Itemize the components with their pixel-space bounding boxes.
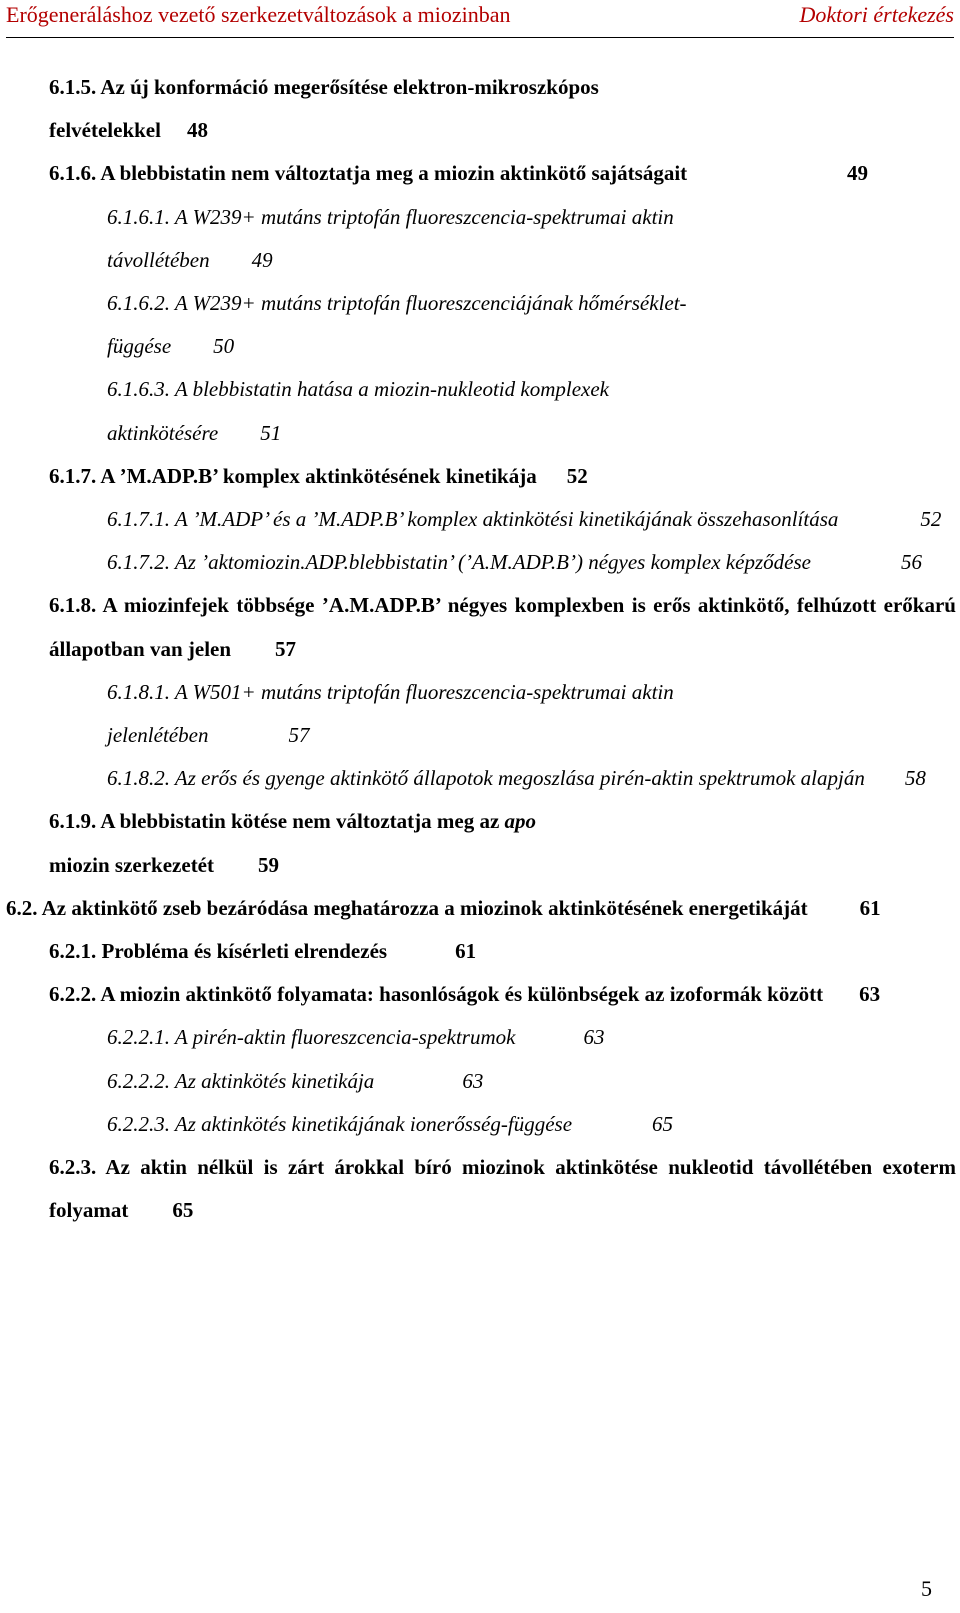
toc-entry-page: 51: [260, 420, 282, 445]
toc-entry[interactable]: [49, 1146, 956, 1232]
toc-entry-title: 6.1.6.3. A blebbistatin hatása a miozin-nukleotid komplexek aktinkötésére: [107, 377, 609, 445]
toc-entry-title: 6.1.7.2. Az ’aktomiozin.ADP.blebbistatin’ (’A.M.ADP.B’) négyes komplex képződése: [107, 550, 811, 575]
toc-entry-page: 61: [455, 939, 477, 964]
toc-entry-title: 6.2.2.3. Az aktinkötés kinetikájának ionerősség-függése: [107, 1111, 573, 1136]
header-document-title: Erőgeneráláshoz vezető szerkezetváltozások a miozinban: [6, 2, 511, 27]
toc-entry-page: 56: [900, 550, 922, 575]
toc-entry-page: 49: [251, 247, 273, 272]
toc-entry-title: 6.1.7.1. A ’M.ADP’ és a ’M.ADP.B’ komplex aktinkötési kinetikájának összehasonlítása: [107, 507, 839, 532]
toc-entry-page: 57: [275, 636, 297, 661]
toc-entry-page: 52: [920, 507, 942, 532]
toc-entry-page: 63: [859, 982, 881, 1007]
toc-entry[interactable]: [49, 455, 956, 498]
toc-entry-page: 49: [847, 161, 868, 186]
toc-entry-page: 59: [258, 852, 279, 877]
toc-entry-title: 6.2.2.2. Az aktinkötés kinetikája: [107, 1068, 375, 1093]
toc-entry-page: 48: [186, 118, 208, 143]
toc-entry[interactable]: [107, 1103, 956, 1146]
page-number: 5: [921, 1576, 932, 1601]
toc-entry[interactable]: [49, 152, 868, 195]
toc-entry[interactable]: [49, 800, 569, 886]
toc-entry-page: 65: [172, 1198, 194, 1223]
toc-entry[interactable]: [107, 541, 956, 584]
toc-entry[interactable]: [107, 1060, 956, 1103]
toc-entry-page: 65: [652, 1111, 674, 1136]
toc-entry[interactable]: [49, 66, 689, 152]
running-header: [6, 0, 954, 38]
toc-entry-page: 58: [904, 766, 926, 791]
header-document-type: Doktori értekezés: [799, 2, 954, 27]
toc-entry-title: 6.2.1. Probléma és kísérleti elrendezés: [49, 939, 388, 964]
toc-entry-title-emphasis: apo: [504, 809, 537, 834]
toc-entry-page: 57: [288, 723, 310, 748]
toc-entry-title: 6.2.2.1. A pirén-aktin fluoreszcencia-spektrumok: [107, 1025, 516, 1050]
toc-entry-title-end: miozin szerkezetét: [49, 852, 214, 877]
toc-entry-page: 50: [213, 334, 235, 359]
toc-entry-title: 6.1.8.1. A W501+ mutáns triptofán fluoreszcencia-spektrumai aktin jelenlétében: [107, 679, 674, 748]
toc-entry[interactable]: [107, 196, 727, 282]
toc-entry[interactable]: [107, 368, 707, 454]
toc-entry-title: 6.1.6.2. A W239+ mutáns triptofán fluoreszcenciájának hőmérséklet-függése: [107, 291, 687, 359]
toc-entry[interactable]: [107, 498, 956, 541]
toc-entry-page: 63: [462, 1068, 484, 1093]
toc-entry[interactable]: [6, 887, 956, 930]
toc-entry[interactable]: [49, 973, 956, 1016]
toc-entry-title: 6.1.6. A blebbistatin nem változtatja meg a miozin aktinkötő sajátságait: [49, 161, 688, 186]
toc-entry[interactable]: [107, 1016, 956, 1059]
toc-entry-title: 6.1.5. Az új konformáció megerősítése elektron-mikroszkópos felvételekkel: [49, 75, 599, 143]
toc-entry-title: 6.1.7. A ’M.ADP.B’ komplex aktinkötésének kinetikája: [49, 463, 537, 488]
toc-entry-title-start: 6.1.9. A blebbistatin kötése nem változtatja meg az: [49, 809, 500, 834]
toc-entry[interactable]: [107, 282, 707, 368]
toc-entry[interactable]: [107, 671, 727, 757]
toc-entry-title: 6.1.8. A miozinfejek többsége ’A.M.ADP.B’ négyes komplexben is erős aktinkötő, felhúzott erőkarú állapotban van jelen: [49, 593, 956, 661]
toc-entry[interactable]: [49, 584, 956, 670]
table-of-contents: [0, 66, 960, 1232]
toc-entry-page: 52: [566, 463, 588, 488]
toc-entry[interactable]: [107, 757, 956, 800]
toc-entry-title: 6.2.2. A miozin aktinkötő folyamata: hasonlóságok és különbségek az izoformák között: [49, 982, 824, 1007]
toc-entry-page: 61: [859, 895, 881, 920]
toc-entry-title: 6.1.8.2. Az erős és gyenge aktinkötő állapotok megoszlása pirén-aktin spektrumok alapján: [107, 766, 865, 791]
toc-entry-page: 63: [583, 1025, 605, 1050]
toc-entry[interactable]: [49, 930, 956, 973]
toc-entry-title: 6.1.6.1. A W239+ mutáns triptofán fluoreszcencia-spektrumai aktin távollétében: [107, 204, 674, 272]
toc-entry-title: 6.2. Az aktinkötő zseb bezáródása meghatározza a miozinok aktinkötésének energetikáját: [6, 895, 808, 920]
toc-entry-title: 6.2.3. Az aktin nélkül is zárt árokkal bíró miozinok aktinkötése nukleotid távollétében exoterm folyamat: [49, 1155, 956, 1223]
